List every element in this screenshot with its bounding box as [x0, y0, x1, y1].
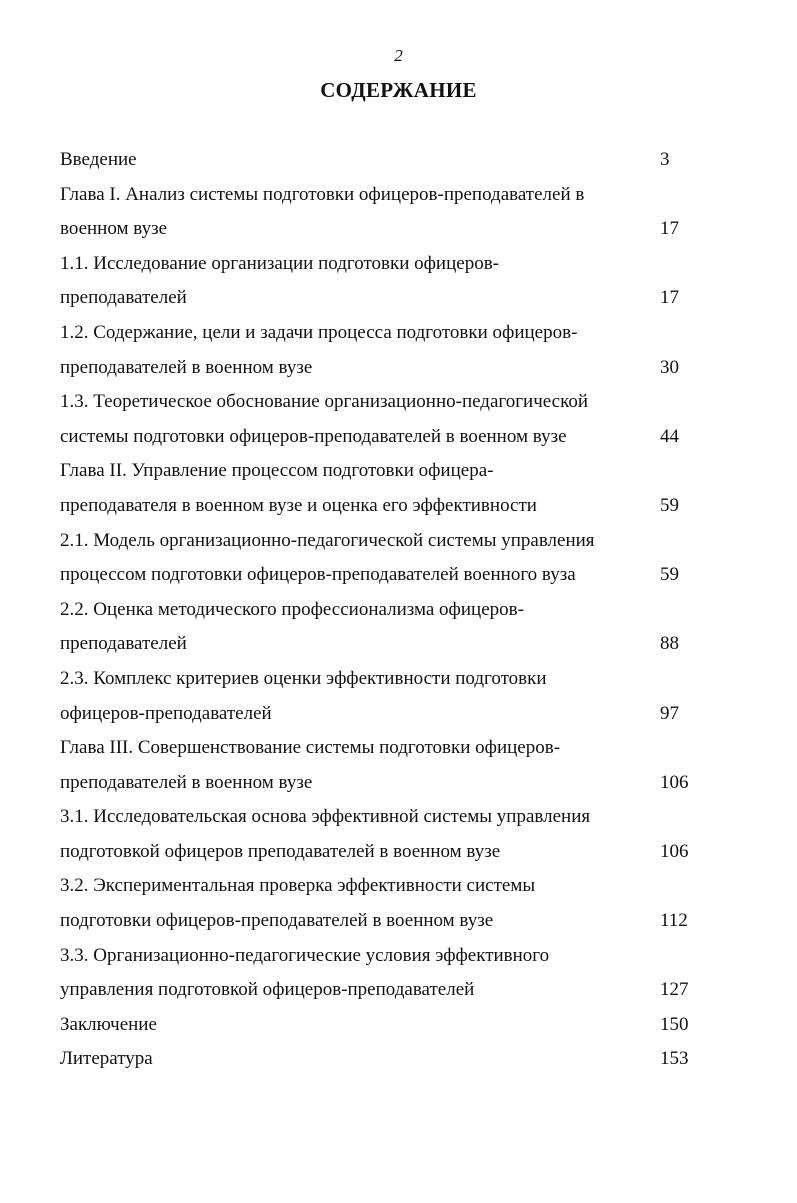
toc-line	[60, 873, 740, 908]
toc-entry-page: 88	[660, 633, 679, 655]
toc-line	[60, 701, 740, 736]
toc-line	[60, 251, 740, 286]
toc-entry-page: 17	[660, 218, 679, 240]
toc-line	[60, 977, 740, 1012]
toc-line	[60, 666, 740, 701]
toc-entry-text: Введение	[60, 149, 137, 170]
toc-entry-page: 106	[660, 771, 689, 793]
toc-line	[60, 1012, 740, 1047]
toc-line	[60, 458, 740, 493]
toc-entry	[60, 1012, 740, 1047]
toc-entry-text: преподавателя в военном вузе и оценка его эффективности	[60, 494, 537, 516]
toc-entry-text: 1.3. Теоретическое обоснование организационно-педагогической	[60, 391, 589, 413]
toc-line	[60, 147, 740, 182]
toc-line	[60, 216, 740, 251]
toc-line	[60, 320, 740, 355]
toc-entry	[60, 389, 740, 458]
toc-line	[60, 562, 740, 597]
toc-entry	[60, 147, 740, 182]
toc-entry	[60, 735, 740, 804]
toc-entry-page: 59	[660, 494, 679, 516]
toc-entry-text: преподавателей в военном вузе	[60, 771, 313, 793]
toc-line	[60, 770, 740, 805]
toc-line	[60, 528, 740, 563]
toc-entry-text: 1.2. Содержание, цели и задачи процесса подготовки офицеров-	[60, 321, 578, 343]
toc-entry-page: 106	[660, 840, 689, 862]
toc-line	[60, 908, 740, 943]
toc-line	[60, 839, 740, 874]
toc-line	[60, 943, 740, 978]
toc-entry-text: преподавателей в военном вузе	[60, 356, 313, 378]
table-of-contents	[60, 147, 740, 1081]
toc-line	[60, 182, 740, 217]
toc-entry-page: 97	[660, 702, 679, 724]
toc-entry	[60, 251, 740, 320]
toc-entry	[60, 320, 740, 389]
toc-entry-text: 2.2. Оценка методического профессионализма офицеров-	[60, 598, 524, 620]
toc-line	[60, 493, 740, 528]
toc-entry-page: 30	[660, 356, 679, 378]
toc-entry-text: 2.3. Комплекс критериев оценки эффективности подготовки	[60, 667, 547, 689]
toc-entry-text: Глава II. Управление процессом подготовки офицера-	[60, 460, 494, 482]
toc-entry	[60, 804, 740, 873]
toc-entry	[60, 666, 740, 735]
toc-line	[60, 597, 740, 632]
page-title: СОДЕРЖАНИЕ	[320, 78, 477, 102]
toc-entry-page: 150	[660, 1013, 689, 1035]
toc-line	[60, 1046, 740, 1081]
toc-line	[60, 804, 740, 839]
toc-entry-text: 3.3. Организационно-педагогические условия эффективного	[60, 944, 550, 966]
toc-entry-text: процессом подготовки офицеров-преподавателей военного вуза	[60, 564, 576, 586]
toc-entry-page: 112	[660, 910, 688, 932]
toc-entry-text: Заключение	[60, 1013, 157, 1035]
toc-entry-text: преподавателей	[60, 633, 187, 655]
toc-line	[60, 735, 740, 770]
toc-entry-text: управления подготовкой офицеров-преподавателей	[60, 979, 475, 1001]
toc-entry-text: Глава III. Совершенствование системы подготовки офицеров-	[60, 737, 561, 759]
toc-entry-page: 153	[660, 1048, 689, 1070]
toc-entry-text: системы подготовки офицеров-преподавателей в военном вузе	[60, 425, 567, 447]
toc-entry	[60, 597, 740, 666]
toc-entry-text: 2.1. Модель организационно-педагогической системы управления	[60, 529, 595, 551]
toc-entry	[60, 873, 740, 942]
toc-entry	[60, 182, 740, 251]
toc-line	[60, 631, 740, 666]
toc-entry	[60, 1046, 740, 1081]
toc-entry-text: военном вузе	[60, 218, 168, 240]
toc-entry-page: 44	[660, 425, 679, 447]
toc-entry-page: 3	[660, 149, 670, 170]
toc-entry	[60, 458, 740, 527]
toc-entry	[60, 943, 740, 1012]
toc-entry-text: 3.1. Исследовательская основа эффективной системы управления	[60, 806, 591, 828]
toc-entry-text: 1.1. Исследование организации подготовки офицеров-	[60, 252, 500, 274]
toc-entry-page: 127	[660, 979, 689, 1001]
toc-line	[60, 355, 740, 390]
toc-entry-text: подготовки офицеров-преподавателей в военном вузе	[60, 910, 494, 932]
toc-entry-text: 3.2. Экспериментальная проверка эффективности системы	[60, 875, 536, 897]
toc-entry-text: Глава I. Анализ системы подготовки офицеров-преподавателей в	[60, 183, 585, 205]
toc-line	[60, 285, 740, 320]
toc-entry-page: 17	[660, 287, 679, 309]
toc-entry	[60, 528, 740, 597]
toc-entry-page: 59	[660, 564, 679, 586]
page-number: 2	[394, 46, 403, 65]
toc-entry-text: офицеров-преподавателей	[60, 702, 272, 724]
toc-entry-text: преподавателей	[60, 287, 187, 309]
toc-entry-text: Литература	[60, 1048, 153, 1070]
toc-line	[60, 424, 740, 459]
toc-entry-text: подготовкой офицеров преподавателей в военном вузе	[60, 840, 501, 862]
toc-line	[60, 389, 740, 424]
